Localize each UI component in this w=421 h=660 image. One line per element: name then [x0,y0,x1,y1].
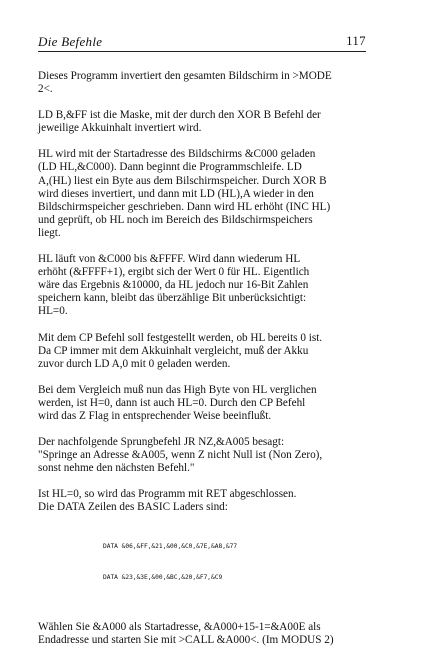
page-body [38,70,368,660]
paragraph-high-byte [38,384,368,423]
text-line: wird das Z Flag in entsprechender Weise beeinflußt. [38,409,272,422]
text-line: und geprüft, ob HL noch im Bereich des Bildschirmspeichers [38,213,313,226]
page-header [38,34,366,52]
text-line: HL=0. [38,305,68,318]
text-line: HL läuft von &C000 bis &FFFF. Wird dann wiederum HL [38,253,301,266]
paragraph-jump [38,436,368,475]
text-line: Wählen Sie &A000 als Startadresse, &A000+15-1=&A00E als [38,620,321,633]
paragraph-screen-loop [38,148,368,240]
text-line: werden, ist H=0, dann ist auch HL=0. Durch den CP Befehl [38,396,306,409]
text-line: speichern kann, bleibt das überzählige Bit unberücksichtigt: [38,292,307,305]
text-line: erhöht (&FFFF+1), ergibt sich der Wert 0 für HL. Eigentlich [38,266,310,279]
text-line: wird dieses invertiert, und dann mit LD (HL),A wieder in den [38,187,314,200]
code-line: DATA &23,&3E,&00,&BC,&20,&F7,&C9 [103,574,223,582]
text-line: 2<. [38,83,53,96]
text-line: "Springe an Adresse &A005, wenn Z nicht Null ist (Non Zero), [38,449,323,462]
page-number: 117 [346,34,366,48]
text-line: liegt. [38,226,61,239]
text-line: Endadresse und starten Sie mit >CALL &A000<. (Im MODUS 2) [38,633,334,646]
paragraph-start-address [38,621,368,647]
code-line: DATA &06,&FF,&21,&00,&C0,&7E,&A8,&77 [103,542,238,550]
paragraph-cp-command [38,332,368,371]
paragraph-return [38,488,368,514]
paragraph-program-purpose [38,70,368,96]
text-line: wäre das Ergebnis &10000, da HL jedoch nur 16-Bit Zahlen [38,279,309,292]
text-line: Mit dem CP Befehl soll festgestellt werden, ob HL bereits 0 ist. [38,331,323,344]
text-line: HL wird mit der Startadresse des Bildschirms &C000 geladen [38,148,316,161]
text-line: Da CP immer mit dem Akkuinhalt vergleicht, muß der Akku [38,344,309,357]
text-line: Ist HL=0, so wird das Programm mit RET abgeschlossen. [38,488,297,501]
text-line: Die DATA Zeilen des BASIC Laders sind: [38,501,228,514]
paragraph-mask [38,109,368,135]
text-line: LD B,&FF ist die Maske, mit der durch den XOR B Befehl der [38,109,321,122]
text-line: zuvor durch LD A,0 mit 0 geladen werden. [38,357,231,370]
data-code-listing [103,521,368,605]
text-line: Bei dem Vergleich muß nun das High Byte von HL verglichen [38,383,317,396]
paragraph-hl-range [38,253,368,318]
text-line: A,(HL) liest ein Byte aus dem Bilschirmspeicher. Durch XOR B [38,174,327,187]
text-line: Bildschirmspeicher geschrieben. Dann wird HL erhöht (INC HL) [38,200,331,213]
text-line: (LD HL,&C000). Dann beginnt die Programmschleife. LD [38,161,302,174]
text-line: jeweilige Akkuinhalt invertiert wird. [38,122,202,135]
text-line: Dieses Programm invertiert den gesamten Bildschirm in >MODE [38,70,332,82]
text-line: sonst nehme den nächsten Befehl." [38,462,195,475]
text-line: Der nachfolgende Sprungbefehl JR NZ,&A005 besagt: [38,436,285,449]
running-header-title: Die Befehle [38,34,103,49]
